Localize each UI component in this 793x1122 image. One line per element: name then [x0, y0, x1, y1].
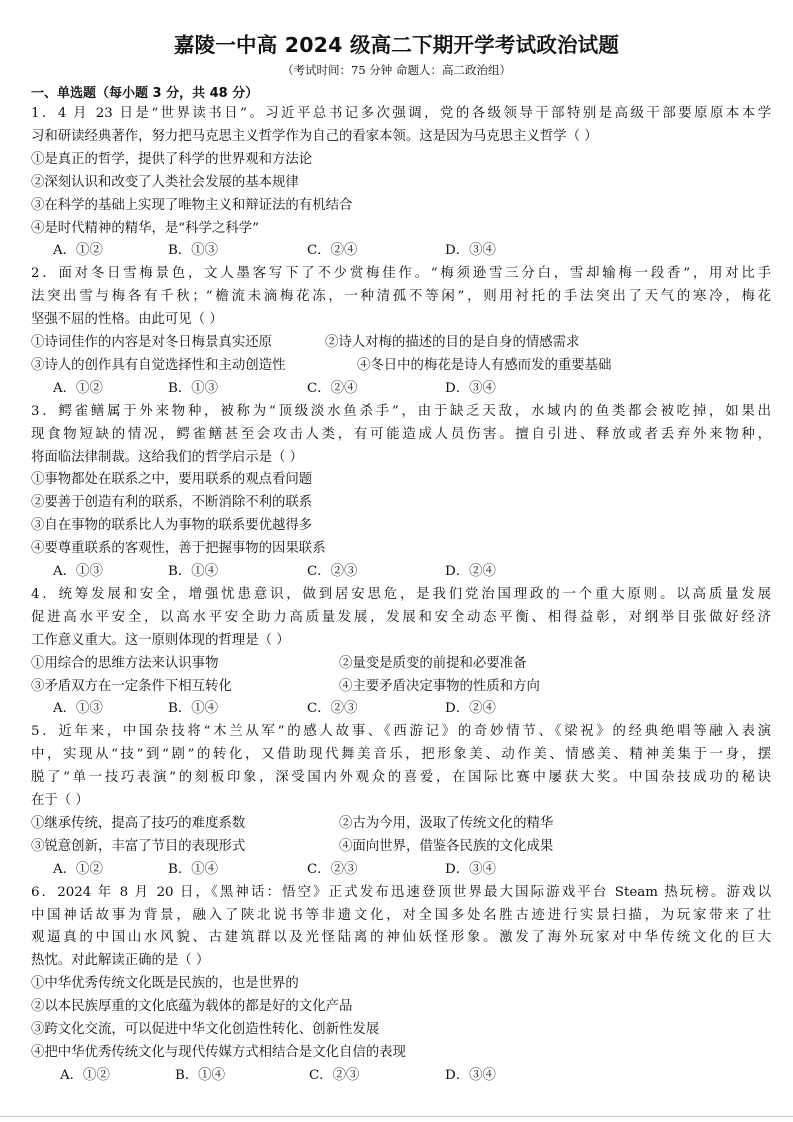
option-d[interactable]: D．③④	[445, 861, 496, 877]
question-stem-line: 坚强不屈的性格。由此可见（ ）	[31, 312, 223, 328]
statement: ③矛盾双方在一定条件下相互转化	[31, 678, 232, 694]
statement: ②古为今用，汲取了传统文化的精华	[339, 815, 554, 831]
option-b[interactable]: B．①④	[168, 564, 219, 580]
statement: ④要尊重联系的客观性，善于把握事物的因果联系	[31, 541, 326, 557]
statement-row	[31, 676, 771, 699]
option-c[interactable]: C．②④	[307, 380, 358, 396]
question-stem-line: 3．鳄雀鳝属于外来物种，被称为“顶级淡水鱼杀手”，由于缺乏天敌，水域内的鱼类都会被吃掉，如果出	[31, 403, 771, 419]
statement: ②诗人对梅的描述的目的是自身的情感需求	[325, 335, 580, 351]
option-a[interactable]: A．①②	[53, 861, 103, 877]
answer-options	[31, 859, 771, 882]
answer-options	[31, 1065, 771, 1088]
option-a[interactable]: A．①③	[53, 564, 103, 580]
statement: ④面向世界，借鉴各民族的文化成果	[339, 838, 554, 854]
option-a[interactable]: A．①②	[60, 1067, 110, 1083]
question-4	[31, 584, 771, 721]
question-list	[31, 103, 771, 1088]
question-stem-line: 将面临法律制裁。这给我们的哲学启示是（ ）	[31, 449, 304, 465]
option-a[interactable]: A．①②	[53, 380, 103, 396]
question-stem-line: 现食物短缺的情况，鳄雀鳝甚至会攻击人类，有可能造成人员伤害。擅自引进、释放或者丢弃外来物种，	[31, 426, 771, 442]
statement: ②以本民族厚重的文化底蕴为载体的都是好的文化产品	[31, 999, 353, 1015]
option-c[interactable]: C．②③	[307, 564, 358, 580]
statement: ①中华优秀传统文化既是民族的，也是世界的	[31, 976, 299, 992]
exam-title: 嘉陵一中高 2024 级高二下期开学考试政治试题	[173, 33, 620, 57]
option-a[interactable]: A．①③	[53, 701, 103, 717]
statement-row	[31, 653, 771, 676]
option-d[interactable]: D．③④	[445, 243, 496, 259]
statement: ①是真正的哲学，提供了科学的世界观和方法论	[31, 151, 313, 167]
question-stem-line: 中，实现从“技”到“剧”的转化，又借助现代舞美音乐，把形象美、动作美、情感美、精神美集于一身，摆	[31, 747, 771, 763]
question-stem-line: 脱了“单一技巧表演”的刻板印象，深受国内外观众的喜爱，在国际比赛中屡获大奖。中国杂技成功的秘诀	[31, 770, 771, 786]
statement: ③诗人的创作具有自觉选择性和主动创造性	[31, 357, 286, 373]
question-1	[31, 103, 771, 263]
statement: ④冬日中的梅花是诗人有感而发的重要基础	[357, 357, 612, 373]
question-stem-line: 1．4 月 23 日是“世界读书日”。习近平总书记多次强调，党的各级领导干部特别是高级干部要原原本本学	[31, 106, 771, 121]
question-stem-line: 6．2024 年 8 月 20 日，《黑神话：悟空》正式发布迅速登顶世界最大国际游戏平台 Steam 热玩榜。游戏以	[31, 884, 771, 900]
statement-row	[31, 332, 771, 355]
question-6	[31, 882, 771, 1088]
statement: ③自在事物的联系比人为事物的联系要优越得多	[31, 518, 313, 534]
option-b[interactable]: B．①④	[168, 701, 219, 717]
option-d[interactable]: D．②④	[445, 701, 496, 717]
question-stem-line: 观逼真的中国山水风貌、古建筑群以及光怪陆离的神仙妖怪形象。激发了海外玩家对中华传统文化的巨大	[31, 930, 771, 946]
question-5	[31, 721, 771, 881]
question-2	[31, 263, 771, 400]
option-c[interactable]: C．②③	[307, 701, 358, 717]
statement: ①继承传统，提高了技巧的难度系数	[31, 815, 246, 831]
question-stem-line: 中国神话故事为背景，融入了陕北说书等非遗文化，对全国多处名胜古迹进行实景扫描，为玩家带来了壮	[31, 907, 771, 923]
question-stem-line: 习和研读经典著作，努力把马克思主义哲学作为自己的看家本领。这是因为马克思主义哲学（ ）	[31, 128, 598, 144]
statement: ④是时代精神的精华，是“科学之科学”	[31, 220, 259, 236]
option-b[interactable]: B．①④	[175, 1067, 226, 1083]
statement: ④把中华优秀传统文化与现代传媒方式相结合是文化自信的表现	[31, 1044, 406, 1060]
statement: ③锐意创新，丰富了节目的表现形式	[31, 838, 246, 854]
question-stem-line: 促进高水平安全，以高水平安全助力高质量发展，发展和安全动态平衡、相得益彰，对纲举目张做好经济	[31, 609, 771, 625]
section-heading: 一、单选题（每小题 3 分，共 48 分）	[31, 86, 259, 101]
statement: ①事物都处在联系之中，要用联系的观点看问题	[31, 472, 313, 488]
question-stem-line: 热忱。对此解读正确的是（ ）	[31, 953, 210, 969]
option-b[interactable]: B．①④	[168, 861, 219, 877]
option-c[interactable]: C．②④	[307, 243, 358, 259]
option-d[interactable]: D．③④	[445, 1067, 496, 1083]
statement-row	[31, 813, 771, 836]
option-b[interactable]: B．①③	[168, 243, 219, 259]
statement-row	[31, 355, 771, 378]
answer-options	[31, 561, 771, 584]
question-stem-line: 在于（ ）	[31, 793, 89, 809]
question-stem-line: 4．统筹发展和安全，增强忧患意识，做到居安思危，是我们党治国理政的一个重大原则。以高质量发展	[31, 586, 771, 602]
option-c[interactable]: C．②③	[307, 861, 358, 877]
statement: ③在科学的基础上实现了唯物主义和辩证法的有机结合	[31, 197, 353, 213]
question-stem-line: 工作意义重大。这一原则体现的哲理是（ ）	[31, 632, 290, 648]
statement-row	[31, 836, 771, 859]
option-d[interactable]: D．③④	[445, 380, 496, 396]
statement: ①诗词佳作的内容是对冬日梅景真实还原	[31, 335, 273, 351]
page-bottom-divider	[0, 1116, 793, 1117]
statement: ②要善于创造有利的联系，不断消除不利的联系	[31, 495, 313, 511]
question-stem-line: 法突出雪与梅各有千秋；“檐流未滴梅花冻，一种清孤不等闲”，则用衬托的手法突出了天气的寒冷，梅花	[31, 289, 771, 305]
statement: ②量变是质变的前提和必要准备	[339, 655, 527, 671]
answer-options	[31, 240, 771, 263]
option-b[interactable]: B．①③	[168, 380, 219, 396]
answer-options	[31, 378, 771, 401]
question-3	[31, 401, 771, 584]
option-c[interactable]: C．②③	[309, 1067, 360, 1083]
statement: ①用综合的思维方法来认识事物	[31, 655, 219, 671]
option-d[interactable]: D．②④	[445, 564, 496, 580]
question-stem-line: 2．面对冬日雪梅景色，文人墨客写下了不少赏梅佳作。“梅须逊雪三分白，雪却输梅一段香”，用对比手	[31, 266, 771, 282]
statement: ②深刻认识和改变了人类社会发展的基本规律	[31, 174, 299, 190]
statement: ④主要矛盾决定事物的性质和方向	[339, 678, 540, 694]
statement: ③跨文化交流，可以促进中华文化创造性转化、创新性发展	[31, 1022, 380, 1038]
option-a[interactable]: A．①②	[53, 243, 103, 259]
question-stem-line: 5．近年来，中国杂技将“木兰从军”的感人故事、《西游记》的奇妙情节、《梁祝》的经典绝唱等融入表演	[31, 724, 771, 740]
exam-subtitle: （考试时间：75 分钟 命题人：高二政治组）	[282, 63, 511, 77]
answer-options	[31, 698, 771, 721]
